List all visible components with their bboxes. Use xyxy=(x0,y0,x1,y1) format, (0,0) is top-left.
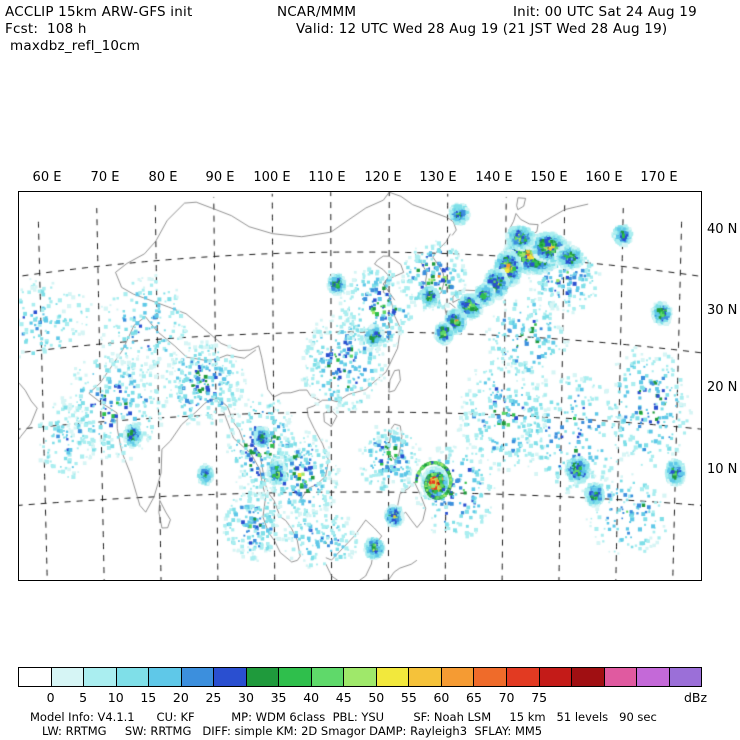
colorbar-swatch xyxy=(214,668,247,686)
map-panel[interactable] xyxy=(18,191,702,581)
colorbar-swatch xyxy=(52,668,85,686)
colorbar-swatch xyxy=(19,668,52,686)
lon-tick-label: 150 E xyxy=(530,170,568,185)
lon-tick-label: 120 E xyxy=(364,170,402,185)
colorbar-swatch xyxy=(84,668,117,686)
colorbar-swatch xyxy=(409,668,442,686)
colorbar-tick-label: 15 xyxy=(140,690,157,705)
colorbar-tick-label: 40 xyxy=(303,690,320,705)
lon-tick-label: 70 E xyxy=(90,170,120,185)
colorbar-swatch xyxy=(507,668,540,686)
lat-tick-label: 40 N xyxy=(707,222,738,237)
model-info-line-2: LW: RRTMG SW: RRTMG DIFF: simple KM: 2D Smagor DAMP: Rayleigh3 SFLAY: MM5 xyxy=(42,724,543,738)
colorbar-swatch xyxy=(117,668,150,686)
colorbar-tick-label: 25 xyxy=(205,690,222,705)
colorbar-swatch xyxy=(312,668,345,686)
colorbar-tick-label: 20 xyxy=(172,690,189,705)
colorbar-swatch xyxy=(377,668,410,686)
colorbar-tick-label: 50 xyxy=(368,690,385,705)
lon-tick-label: 80 E xyxy=(148,170,178,185)
model-title: ACCLIP 15km ARW-GFS init xyxy=(5,4,193,20)
colorbar-tick-label: 70 xyxy=(498,690,515,705)
lon-tick-label: 170 E xyxy=(640,170,678,185)
colorbar-tick-label: 35 xyxy=(270,690,287,705)
lon-tick-label: 60 E xyxy=(32,170,62,185)
colorbar-swatch xyxy=(605,668,638,686)
colorbar-swatch xyxy=(670,668,702,686)
colorbar-tick-label: 30 xyxy=(238,690,254,705)
colorbar-tick-label: 0 xyxy=(46,690,55,705)
colorbar-swatch xyxy=(279,668,312,686)
lat-tick-label: 20 N xyxy=(707,380,738,395)
colorbar-swatch xyxy=(442,668,475,686)
colorbar-tick-label: 10 xyxy=(107,690,124,705)
colorbar xyxy=(18,667,702,687)
lon-tick-label: 110 E xyxy=(308,170,346,185)
colorbar-swatch xyxy=(474,668,507,686)
lon-tick-label: 160 E xyxy=(585,170,623,185)
colorbar-swatch xyxy=(637,668,670,686)
institution-label: NCAR/MMM xyxy=(277,4,357,20)
colorbar-tick-label: 75 xyxy=(531,690,548,705)
colorbar-swatch xyxy=(540,668,573,686)
colorbar-swatch xyxy=(149,668,182,686)
lon-tick-label: 100 E xyxy=(253,170,291,185)
lat-tick-label: 10 N xyxy=(707,462,738,477)
lon-tick-label: 140 E xyxy=(475,170,513,185)
field-name: maxdbz_refl_10cm xyxy=(10,38,141,54)
forecast-hour: Fcst: 108 h xyxy=(5,21,87,37)
colorbar-swatch xyxy=(182,668,215,686)
colorbar-swatch xyxy=(572,668,605,686)
colorbar-tick-label: 60 xyxy=(433,690,450,705)
colorbar-units-label: dBz xyxy=(684,690,708,705)
colorbar-tick-label: 55 xyxy=(400,690,417,705)
lat-tick-label: 30 N xyxy=(707,303,738,318)
colorbar-swatch xyxy=(247,668,280,686)
model-info-line-1: Model Info: V4.1.1 CU: KF MP: WDM 6class PBL: YSU SF: Noah LSM 15 km 51 levels 90 sec xyxy=(30,710,657,724)
lon-tick-label: 90 E xyxy=(205,170,235,185)
init-time-label: Init: 00 UTC Sat 24 Aug 19 xyxy=(513,4,697,20)
colorbar-tick-label: 45 xyxy=(335,690,352,705)
colorbar-swatch xyxy=(344,668,377,686)
valid-time-label: Valid: 12 UTC Wed 28 Aug 19 (21 JST Wed 28 Aug 19) xyxy=(296,21,668,37)
reflectivity-map xyxy=(19,192,701,580)
colorbar-tick-label: 5 xyxy=(79,690,88,705)
colorbar-tick-label: 65 xyxy=(466,690,482,705)
lon-tick-label: 130 E xyxy=(419,170,457,185)
